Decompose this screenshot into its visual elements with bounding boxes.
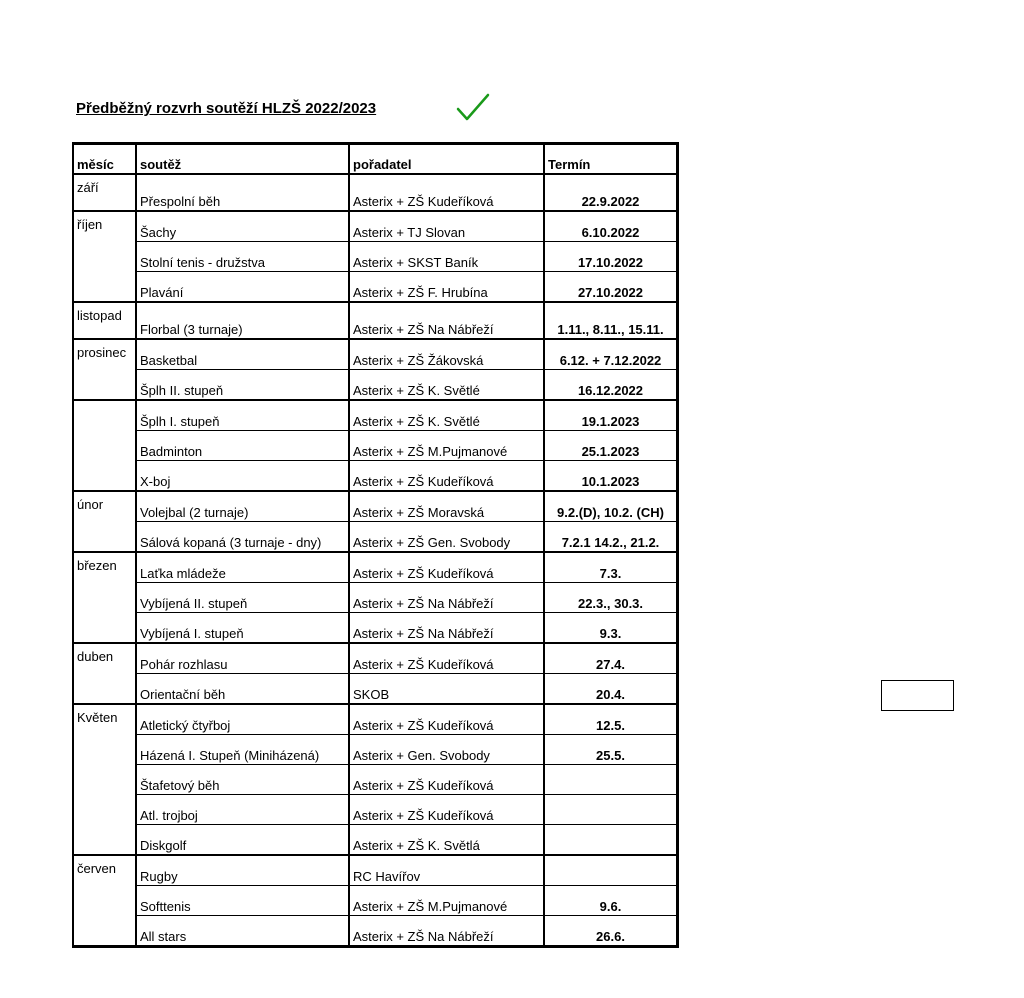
term-cell: 16.12.2022 [544,370,678,401]
schedule-body [73,174,678,947]
table-row [73,211,678,242]
organizer-cell: Asterix + ZŠ Kudeříková [349,643,544,674]
competition-cell: Sálová kopaná (3 turnaje - dny) [136,522,349,553]
term-cell [544,765,678,795]
competition-cell: Badminton [136,431,349,461]
term-cell: 25.5. [544,735,678,765]
organizer-cell: RC Havířov [349,855,544,886]
organizer-cell: Asterix + Gen. Svobody [349,735,544,765]
table-row [73,855,678,886]
competition-cell: Plavání [136,272,349,303]
organizer-cell: Asterix + ZŠ Žákovská [349,339,544,370]
competition-cell: Vybíjená I. stupeň [136,613,349,644]
competition-cell: Pohár rozhlasu [136,643,349,674]
table-row [73,613,678,644]
month-cell: únor [73,491,136,552]
organizer-cell: Asterix + ZŠ Na Nábřeží [349,916,544,947]
organizer-cell: Asterix + ZŠ Kudeříková [349,552,544,583]
checkmark-icon [456,92,490,122]
month-cell: březen [73,552,136,643]
term-cell [544,825,678,856]
table-row [73,174,678,211]
competition-cell: Šplh II. stupeň [136,370,349,401]
table-row [73,370,678,401]
term-cell: 6.10.2022 [544,211,678,242]
table-row [73,522,678,553]
competition-cell: Šachy [136,211,349,242]
table-row [73,704,678,735]
month-cell: Květen [73,704,136,855]
organizer-cell: Asterix + ZŠ Kudeříková [349,461,544,492]
table-row [73,491,678,522]
competition-cell: Stolní tenis - družstva [136,242,349,272]
month-cell: prosinec [73,339,136,400]
organizer-cell: Asterix + ZŠ K. Světlé [349,400,544,431]
term-cell: 10.1.2023 [544,461,678,492]
competition-cell: All stars [136,916,349,947]
header-month: měsíc [73,144,136,175]
competition-cell: Florbal (3 turnaje) [136,302,349,339]
term-cell: 20.4. [544,674,678,705]
competition-cell: Atl. trojboj [136,795,349,825]
month-cell: listopad [73,302,136,339]
competition-cell: Štafetový běh [136,765,349,795]
table-row [73,400,678,431]
schedule-table [72,142,679,948]
term-cell: 9.3. [544,613,678,644]
term-cell [544,795,678,825]
table-row [73,339,678,370]
table-row [73,674,678,705]
organizer-cell: Asterix + ZŠ Gen. Svobody [349,522,544,553]
term-cell: 26.6. [544,916,678,947]
term-cell: 27.4. [544,643,678,674]
month-cell [73,400,136,491]
competition-cell: X-boj [136,461,349,492]
table-row [73,825,678,856]
term-cell: 7.2.1 14.2., 21.2. [544,522,678,553]
competition-cell: Šplh I. stupeň [136,400,349,431]
term-cell: 22.3., 30.3. [544,583,678,613]
table-row [73,242,678,272]
competition-cell: Volejbal (2 turnaje) [136,491,349,522]
competition-cell: Přespolní běh [136,174,349,211]
competition-cell: Laťka mládeže [136,552,349,583]
organizer-cell: Asterix + TJ Slovan [349,211,544,242]
term-cell: 6.12. + 7.12.2022 [544,339,678,370]
table-row [73,272,678,303]
competition-cell: Basketbal [136,339,349,370]
header-competition: soutěž [136,144,349,175]
term-cell: 17.10.2022 [544,242,678,272]
organizer-cell: Asterix + ZŠ Kudeříková [349,704,544,735]
competition-cell: Házená I. Stupeň (Miniházená) [136,735,349,765]
table-row [73,916,678,947]
table-row [73,552,678,583]
term-cell: 9.2.(D), 10.2. (CH) [544,491,678,522]
table-row [73,735,678,765]
header-organizer: pořadatel [349,144,544,175]
table-row [73,302,678,339]
term-cell: 1.11., 8.11., 15.11. [544,302,678,339]
organizer-cell: Asterix + SKST Baník [349,242,544,272]
competition-cell: Orientační běh [136,674,349,705]
organizer-cell: Asterix + ZŠ K. Světlá [349,825,544,856]
month-cell: duben [73,643,136,704]
table-row [73,765,678,795]
month-cell: říjen [73,211,136,302]
organizer-cell: Asterix + ZŠ M.Pujmanové [349,431,544,461]
organizer-cell: Asterix + ZŠ Kudeříková [349,795,544,825]
competition-cell: Rugby [136,855,349,886]
table-row [73,886,678,916]
table-header-row [73,144,678,175]
term-cell: 19.1.2023 [544,400,678,431]
term-cell: 12.5. [544,704,678,735]
organizer-cell: Asterix + ZŠ Na Nábřeží [349,302,544,339]
header-term: Termín [544,144,678,175]
organizer-cell: Asterix + ZŠ Na Nábřeží [349,613,544,644]
competition-cell: Vybíjená II. stupeň [136,583,349,613]
table-row [73,795,678,825]
term-cell: 22.9.2022 [544,174,678,211]
organizer-cell: Asterix + ZŠ Moravská [349,491,544,522]
term-cell: 25.1.2023 [544,431,678,461]
month-cell: září [73,174,136,211]
competition-cell: Diskgolf [136,825,349,856]
organizer-cell: Asterix + ZŠ Kudeříková [349,765,544,795]
organizer-cell: Asterix + ZŠ Na Nábřeží [349,583,544,613]
table-row [73,643,678,674]
competition-cell: Atletický čtyřboj [136,704,349,735]
term-cell [544,855,678,886]
table-row [73,583,678,613]
page-title: Předběžný rozvrh soutěží HLZŠ 2022/2023 [76,100,377,117]
organizer-cell: Asterix + ZŠ F. Hrubína [349,272,544,303]
organizer-cell: Asterix + ZŠ M.Pujmanové [349,886,544,916]
competition-cell: Softtenis [136,886,349,916]
month-cell: červen [73,855,136,947]
organizer-cell: SKOB [349,674,544,705]
organizer-cell: Asterix + ZŠ K. Světlé [349,370,544,401]
empty-cell-box [881,680,954,711]
table-row [73,431,678,461]
organizer-cell: Asterix + ZŠ Kudeříková [349,174,544,211]
term-cell: 7.3. [544,552,678,583]
term-cell: 9.6. [544,886,678,916]
term-cell: 27.10.2022 [544,272,678,303]
table-row [73,461,678,492]
